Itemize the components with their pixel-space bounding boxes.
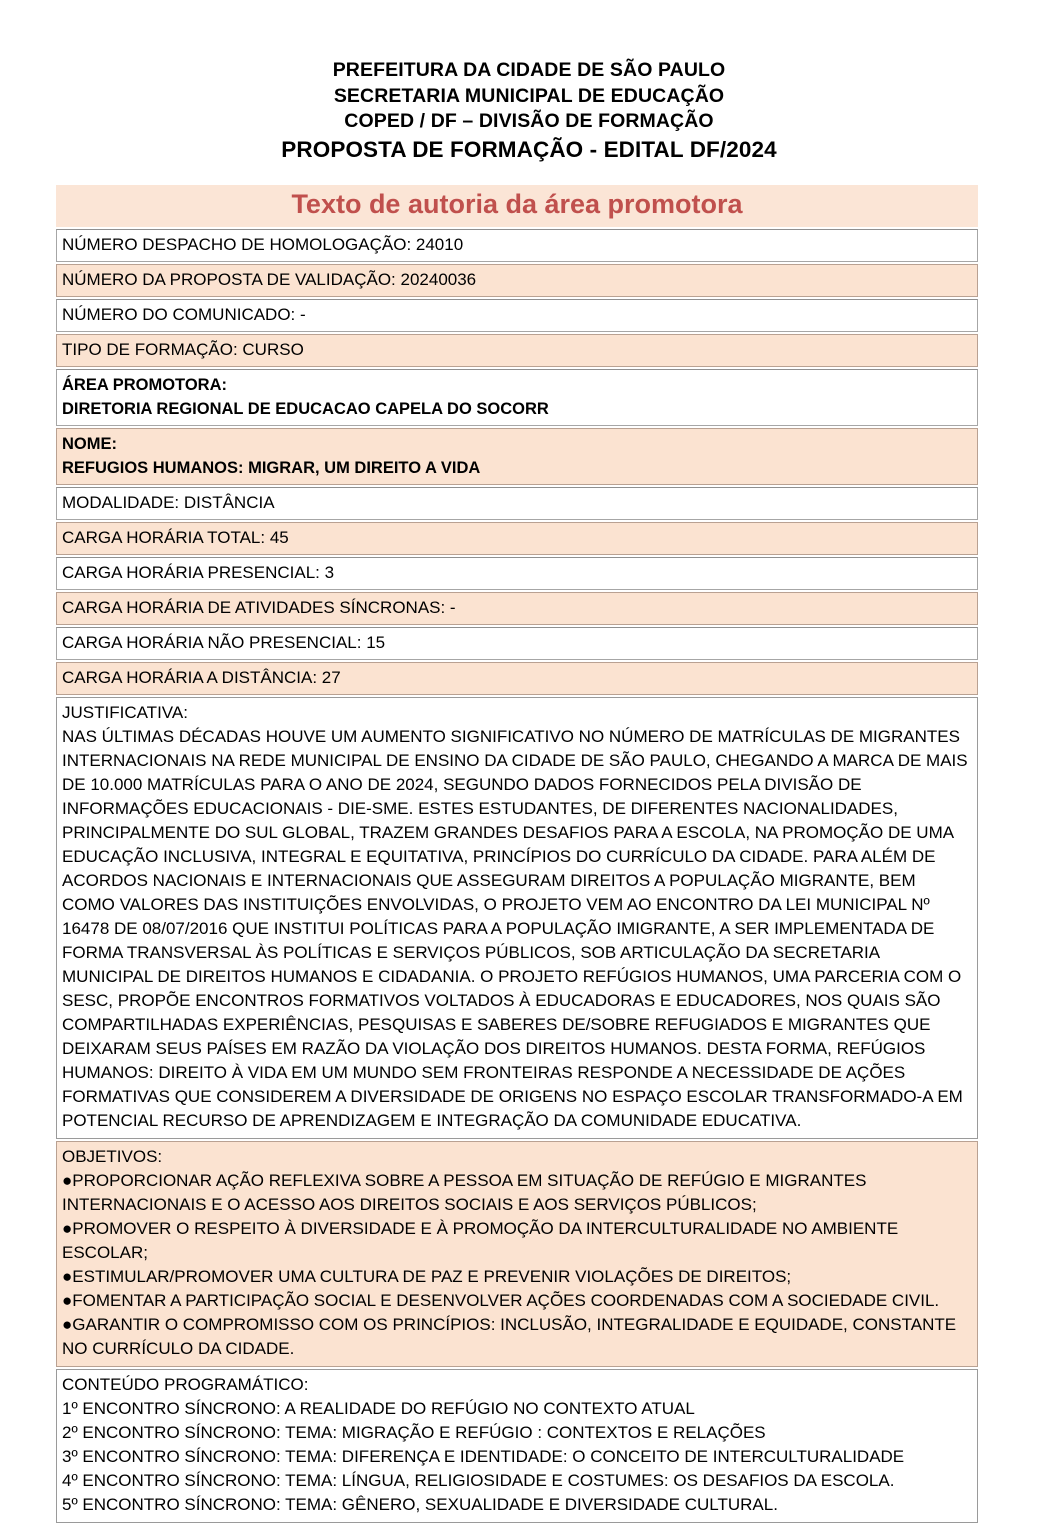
field-area-promotora <box>56 369 978 426</box>
field-nome <box>56 428 978 485</box>
field-carga-horaria-presencial: CARGA HORÁRIA PRESENCIAL: 3 <box>56 557 978 590</box>
area-promotora-label: ÁREA PROMOTORA: <box>62 376 227 394</box>
field-numero-comunicado: NÚMERO DO COMUNICADO: - <box>56 299 978 332</box>
field-carga-horaria-distancia: CARGA HORÁRIA A DISTÂNCIA: 27 <box>56 662 978 695</box>
header-line-secretaria: SECRETARIA MUNICIPAL DE EDUCAÇÃO <box>333 84 725 107</box>
field-tipo-formacao: TIPO DE FORMAÇÃO: CURSO <box>56 334 978 367</box>
section-justificativa <box>56 697 978 1139</box>
objetivo-item: ●FOMENTAR A PARTICIPAÇÃO SOCIAL E DESENVOLVER AÇÕES COORDENADAS COM A SOCIEDADE CIVIL. <box>62 1291 940 1310</box>
section-conteudo-programatico <box>56 1369 978 1523</box>
field-numero-proposta: NÚMERO DA PROPOSTA DE VALIDAÇÃO: 20240036 <box>56 264 978 297</box>
objetivo-item: ●GARANTIR O COMPROMISSO COM OS PRINCÍPIOS: INCLUSÃO, INTEGRALIDADE E EQUIDADE, CONSTANTE NO CURRÍCULO DA CIDADE. <box>62 1315 957 1358</box>
field-carga-horaria-total: CARGA HORÁRIA TOTAL: 45 <box>56 522 978 555</box>
justificativa-text: NAS ÚLTIMAS DÉCADAS HOUVE UM AUMENTO SIGNIFICATIVO NO NÚMERO DE MATRÍCULAS DE MIGRANTES INTERNACIONAIS NA REDE MUNICIPAL DE ENSINO DA CIDADE DE SÃO PAULO, CHEGANDO A MARCA DE MAIS DE 10.000 MATRÍCULAS PARA O ANO DE 2024, SEGUNDO DADOS FORNECIDOS PELA DIVISÃO DE INFORMAÇÕES EDUCACIONAIS - DIE-SME. ESTES ESTUDANTES, DE DIFERENTES NACIONALIDADES, PRINCIPALMENTE DO SUL GLOBAL, TRAZEM GRANDES DESAFIOS PARA A ESCOLA, NA PROMOÇÃO DE UMA EDUCAÇÃO INCLUSIVA, INTEGRAL E EQUITATIVA, PRINCÍPIOS DO CURRÍCULO DA CIDADE. PARA ALÉM DE ACORDOS NACIONAIS E INTERNACIONAIS QUE ASSEGURAM DIREITOS A POPULAÇÃO MIGRANTE, BEM COMO VALORES DAS INSTITUIÇÕES ENVOLVIDAS, O PROJETO VEM AO ENCONTRO DA LEI MUNICIPAL Nº 16478 DE 08/07/2016 QUE INSTITUI POLÍTICAS PARA A POPULAÇÃO IMIGRANTE, A SER IMPLEMENTADA DE FORMA TRANSVERSAL ÀS POLÍTICAS E SERVIÇOS PÚBLICOS, SOB ARTICULAÇÃO DA SECRETARIA MUNICIPAL DE DIREITOS HUMANOS E CIDADANIA. O PROJETO REFÚGIOS HUMANOS, UMA PARCERIA COM O SESC, PROPÕE ENCONTROS FORMATIVOS VOLTADOS À EDUCADORAS E EDUCADORES, NOS QUAIS SÃO COMPARTILHADAS EXPERIÊNCIAS, PESQUISAS E SABERES DE/SOBRE REFUGIADOS E MIGRANTES QUE DEIXARAM SEUS PAÍSES EM RAZÃO DA VIOLAÇÃO DOS DIREITOS HUMANOS. DESTA FORMA, REFÚGIOS HUMANOS: DIREITO À VIDA EM UM MUNDO SEM FRONTEIRAS RESPONDE A NECESSIDADE DE AÇÕES FORMATIVAS QUE CONSIDEREM A DIVERSIDADE DE ORIGENS NO ESPAÇO ESCOLAR TRANSFORMADO-A EM POTENCIAL RECURSO DE APRENDIZAGEM E INTEGRAÇÃO DA COMUNIDADE EDUCATIVA. <box>62 727 968 1130</box>
objetivos-label: OBJETIVOS: <box>62 1147 163 1166</box>
header-line-proposta: PROPOSTA DE FORMAÇÃO - EDITAL DF/2024 <box>281 136 777 162</box>
field-numero-despacho: NÚMERO DESPACHO DE HOMOLOGAÇÃO: 24010 <box>56 229 978 262</box>
conteudo-item: 2º ENCONTRO SÍNCRONO: TEMA: MIGRAÇÃO E REFÚGIO : CONTEXTOS E RELAÇÕES <box>62 1423 766 1442</box>
field-carga-horaria-nao-presencial: CARGA HORÁRIA NÃO PRESENCIAL: 15 <box>56 627 978 660</box>
header-line-coped: COPED / DF – DIVISÃO DE FORMAÇÃO <box>344 110 714 132</box>
area-promotora-value: DIRETORIA REGIONAL DE EDUCACAO CAPELA DO SOCORR <box>62 400 549 418</box>
field-carga-horaria-sincronas: CARGA HORÁRIA DE ATIVIDADES SÍNCRONAS: - <box>56 592 978 625</box>
conteudo-item: 1º ENCONTRO SÍNCRONO: A REALIDADE DO REFÚGIO NO CONTEXTO ATUAL <box>62 1399 695 1418</box>
field-modalidade: MODALIDADE: DISTÂNCIA <box>56 487 978 520</box>
conteudo-label: CONTEÚDO PROGRAMÁTICO: <box>62 1375 309 1394</box>
nome-label: NOME: <box>62 435 117 453</box>
objetivo-item: ●PROPORCIONAR AÇÃO REFLEXIVA SOBRE A PESSOA EM SITUAÇÃO DE REFÚGIO E MIGRANTES INTERNACIONAIS E O ACESSO AOS DIREITOS SOCIAIS E AOS SERVIÇOS PÚBLICOS; <box>62 1171 867 1214</box>
conteudo-item: 4º ENCONTRO SÍNCRONO: TEMA: LÍNGUA, RELIGIOSIDADE E COSTUMES: OS DESAFIOS DA ESCOLA. <box>62 1471 895 1490</box>
section-objetivos <box>56 1141 978 1367</box>
conteudo-item: 5º ENCONTRO SÍNCRONO: TEMA: GÊNERO, SEXUALIDADE E DIVERSIDADE CULTURAL. <box>62 1495 778 1514</box>
objetivo-item: ●ESTIMULAR/PROMOVER UMA CULTURA DE PAZ E PREVENIR VIOLAÇÕES DE DIREITOS; <box>62 1267 792 1286</box>
section-title-banner: Texto de autoria da área promotora <box>56 185 978 227</box>
document-header <box>0 0 1058 165</box>
proposal-form-table <box>56 185 978 1525</box>
nome-value: REFUGIOS HUMANOS: MIGRAR, UM DIREITO A VIDA <box>62 459 481 477</box>
justificativa-label: JUSTIFICATIVA: <box>62 703 188 722</box>
header-line-prefeitura: PREFEITURA DA CIDADE DE SÃO PAULO <box>332 59 726 81</box>
objetivo-item: ●PROMOVER O RESPEITO À DIVERSIDADE E À PROMOÇÃO DA INTERCULTURALIDADE NO AMBIENTE ESCOLAR; <box>62 1219 899 1262</box>
conteudo-item: 3º ENCONTRO SÍNCRONO: TEMA: DIFERENÇA E IDENTIDADE: O CONCEITO DE INTERCULTURALIDADE <box>62 1447 905 1466</box>
